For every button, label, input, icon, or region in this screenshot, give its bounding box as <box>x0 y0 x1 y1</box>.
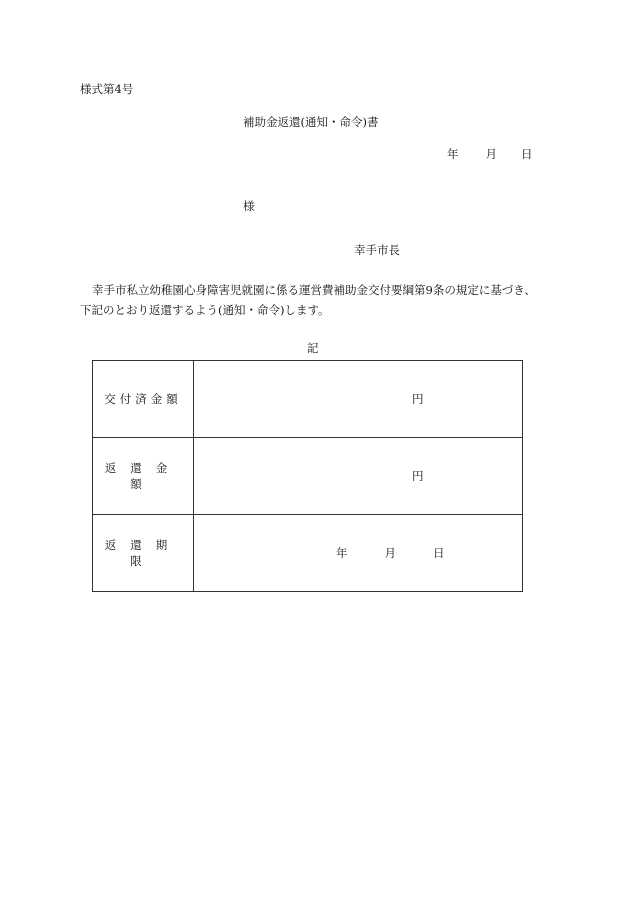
deadline-date <box>336 545 445 561</box>
row-value-refund-amount <box>194 438 523 515</box>
addressee: 様 <box>243 199 255 213</box>
yen-unit: 円 <box>412 392 424 406</box>
body-line-2: 下記のとおり返還するよう(通知・命令)します。 <box>80 303 330 317</box>
deadline-month: 月 <box>384 546 396 560</box>
deadline-year: 年 <box>336 546 348 560</box>
yen-unit: 円 <box>412 469 424 483</box>
date-day: 日 <box>521 147 533 161</box>
date-month: 月 <box>485 147 497 161</box>
detail-table <box>92 360 523 592</box>
issuer: 幸手市長 <box>354 243 400 257</box>
table-row <box>93 361 523 438</box>
document-title: 補助金返還(通知・命令)書 <box>243 115 379 129</box>
body-text <box>80 280 570 320</box>
form-number: 様式第4号 <box>80 82 134 96</box>
ki-heading: 記 <box>307 341 319 355</box>
table-row <box>93 515 523 592</box>
deadline-day: 日 <box>433 546 445 560</box>
row-value-refund-deadline <box>194 515 523 592</box>
row-label-issued-amount: 交付済金額 <box>93 361 194 438</box>
issue-date <box>447 146 533 162</box>
row-label-refund-amount: 返還金額 <box>93 438 194 515</box>
table-row <box>93 438 523 515</box>
body-line-1: 幸手市私立幼稚園心身障害児就園に係る運営費補助金交付要綱第9条の規定に基づき、 <box>92 283 536 297</box>
row-label-refund-deadline: 返還期限 <box>93 515 194 592</box>
date-year: 年 <box>447 147 459 161</box>
row-value-issued-amount <box>194 361 523 438</box>
